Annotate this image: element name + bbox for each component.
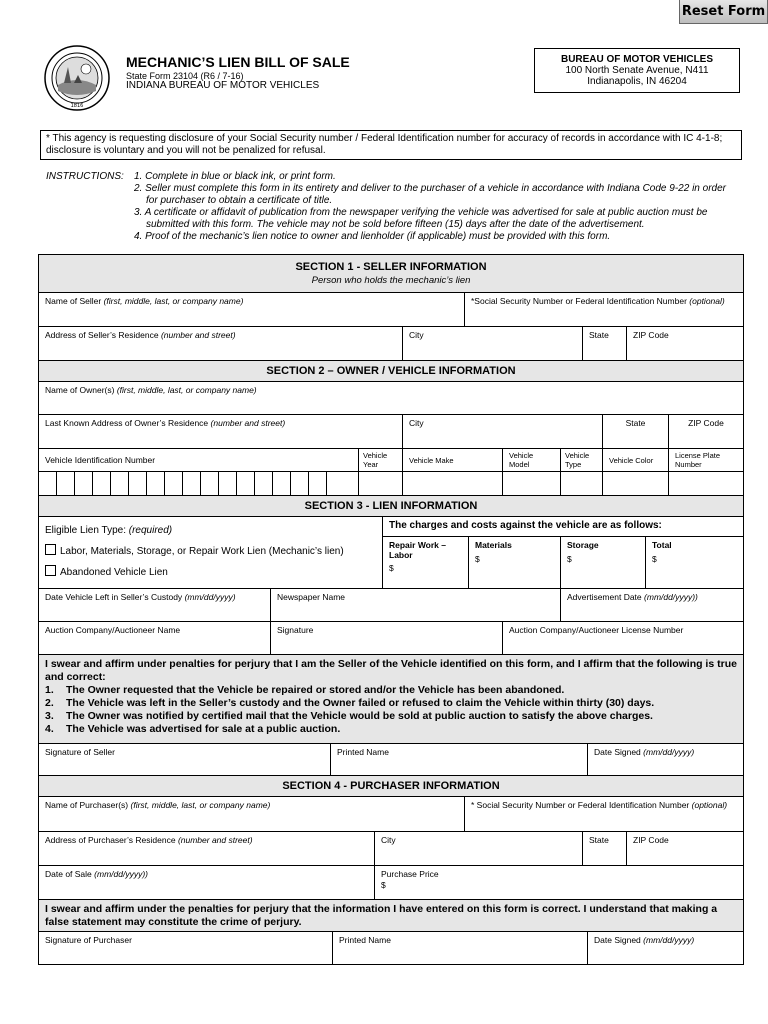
seller-address-hint: (number and street) [160, 330, 236, 340]
auction-license-field[interactable] [503, 622, 743, 654]
agency-name: INDIANA BUREAU OF MOTOR VEHICLES [126, 80, 320, 91]
currency-sign: $ [389, 563, 394, 573]
seller-zip-field[interactable] [627, 327, 743, 360]
vin-char-box[interactable] [273, 472, 291, 495]
bureau-address-line1: 100 North Senate Avenue, N411 [565, 65, 709, 76]
vin-char-box[interactable] [183, 472, 201, 495]
seller-city-field[interactable] [403, 327, 583, 360]
owner-name-field[interactable] [39, 382, 743, 414]
section2-header [39, 361, 743, 382]
vin-char-box[interactable] [219, 472, 237, 495]
affirmation-number: 1. [45, 684, 54, 696]
date-of-sale-field[interactable] [39, 866, 375, 899]
purchaser-address-hint: (number and street) [177, 835, 253, 845]
purchaser-date-signed-label: Date Signed [594, 935, 641, 945]
instruction-item: 4. Proof of the mechanic’s lien notice to owner and lienholder (if applicable) must be provided with this form. [134, 231, 611, 242]
seller-signature-row [39, 744, 743, 776]
seller-city-label: City [409, 330, 424, 340]
custody-row [39, 589, 743, 622]
purchaser-name-field[interactable] [39, 797, 465, 831]
color-label: Vehicle Color [609, 456, 654, 465]
purchaser-city-field[interactable] [375, 832, 583, 865]
bureau-address-box [534, 48, 740, 93]
vin-char-box[interactable] [111, 472, 129, 495]
seller-name-label: Name of Seller [45, 296, 102, 306]
materials-label: Materials [475, 540, 512, 550]
date-of-sale-label: Date of Sale [45, 869, 92, 879]
purchaser-signature-label: Signature of Purchaser [45, 935, 132, 945]
storage-label: Storage [567, 540, 599, 550]
mechanics-lien-checkbox[interactable] [45, 544, 56, 555]
seller-date-signed-field[interactable] [588, 744, 743, 775]
affirmation-item [45, 723, 737, 736]
lien-type-cell [39, 517, 383, 588]
seller-ssn-field[interactable] [465, 293, 743, 326]
mechanics-lien-label: Labor, Materials, Storage, or Repair Work Lien (Mechanic’s lien) [60, 546, 344, 557]
purchaser-signature-row [39, 932, 743, 964]
affirmation-text: The Vehicle was left in the Seller’s custody and the Owner failed or refused to claim the Vehicle within thirty (30) days. [66, 697, 655, 709]
purchaser-ssn-label: * Social Security Number or Federal Identification Number [471, 800, 690, 810]
seller-ssn-hint: (optional) [689, 296, 725, 306]
total-field[interactable] [646, 537, 743, 589]
owner-zip-field[interactable] [669, 415, 743, 448]
vin-char-box[interactable] [129, 472, 147, 495]
purchaser-name-label: Name of Purchaser(s) [45, 800, 129, 810]
total-label: Total [652, 540, 672, 550]
type-label: Vehicle Type [565, 451, 590, 469]
owner-zip-label: ZIP Code [688, 418, 724, 428]
model-label-cell [503, 449, 561, 471]
abandoned-lien-label: Abandoned Vehicle Lien [60, 567, 168, 578]
vin-label: Vehicle Identification Number [45, 455, 156, 465]
vin-char-box[interactable] [75, 472, 93, 495]
vin-char-box[interactable] [255, 472, 273, 495]
section3-title: SECTION 3 - LIEN INFORMATION [304, 500, 478, 512]
owner-name-hint: (first, middle, last, or company name) [116, 385, 257, 395]
lien-type-row [39, 517, 743, 589]
owner-address-hint: (number and street) [210, 418, 286, 428]
date-left-field[interactable] [39, 589, 271, 621]
owner-city-field[interactable] [403, 415, 603, 448]
make-label-cell [403, 449, 503, 471]
instruction-item: 1. Complete in blue or black ink, or print form. [134, 171, 336, 182]
affirmation-number: 4. [45, 723, 54, 735]
owner-name-row [39, 382, 743, 415]
seller-address-field[interactable] [39, 327, 403, 360]
form-number: State Form 23104 (R6 / 7-16) [126, 71, 244, 81]
section1-subtitle: Person who holds the mechanic’s lien [311, 275, 471, 286]
seller-address-label: Address of Seller’s Residence [45, 330, 159, 340]
owner-address-row [39, 415, 743, 449]
purchaser-state-field[interactable] [583, 832, 627, 865]
vin-char-box[interactable] [57, 472, 75, 495]
lien-type-hint: (required) [128, 525, 173, 536]
owner-address-label: Last Known Address of Owner’s Residence [45, 418, 209, 428]
currency-sign: $ [475, 554, 480, 564]
abandoned-lien-option[interactable] [45, 562, 376, 583]
purchaser-address-label: Address of Purchaser’s Residence [45, 835, 176, 845]
owner-state-label: State [625, 418, 646, 428]
license-plate-field[interactable] [669, 472, 743, 495]
color-label-cell [603, 449, 669, 471]
bureau-address-line2: Indianapolis, IN 46204 [587, 76, 687, 87]
purchaser-printed-name-label: Printed Name [339, 935, 391, 945]
purchaser-state-label: State [589, 835, 609, 845]
year-label-cell [359, 449, 403, 471]
purchaser-address-field[interactable] [39, 832, 375, 865]
date-left-label: Date Vehicle Left in Seller’s Custody [45, 592, 183, 602]
charges-header: The charges and costs against the vehicle are as follows: [383, 517, 743, 537]
owner-address-field[interactable] [39, 415, 403, 448]
section4-title: SECTION 4 - PURCHASER INFORMATION [282, 780, 500, 792]
abandoned-lien-checkbox[interactable] [45, 565, 56, 576]
reset-form-button[interactable]: Reset Form [679, 0, 768, 24]
auction-signature-field[interactable] [271, 622, 503, 654]
vehicle-color-field[interactable] [603, 472, 669, 495]
vehicle-labels-row [39, 449, 743, 472]
seller-affirmation-intro: I swear and affirm under penalties for perjury that I am the Seller of the Vehicle identified on this form, and I affirm that the following is true and correct: [45, 658, 737, 683]
disclosure-notice: * This agency is requesting disclosure of your Social Security number / Federal Identification number for accuracy of records in accordance with IC 4-1-8; disclosure is voluntary and you will not be penalized for refusal. [40, 130, 742, 160]
make-label: Vehicle Make [409, 456, 454, 465]
vehicle-model-field[interactable] [503, 472, 561, 495]
seller-state-field[interactable] [583, 327, 627, 360]
seller-address-row [39, 327, 743, 361]
sale-row [39, 866, 743, 900]
vehicle-make-field[interactable] [403, 472, 503, 495]
auction-name-field[interactable] [39, 622, 271, 654]
auction-signature-label: Signature [277, 625, 314, 635]
date-left-hint: (mm/dd/yyyy) [184, 592, 236, 602]
newspaper-field[interactable] [271, 589, 561, 621]
purchaser-name-row [39, 797, 743, 832]
purchaser-address-row [39, 832, 743, 866]
newspaper-label: Newspaper Name [277, 592, 346, 602]
instruction-item: 3. A certificate or affidavit of publication from the newspaper verifying the vehicle was advertised for sale at public auction must be submitted with this form. The vehicle may not be sold before fifteen (15) days after the date of the advertisement. [134, 207, 708, 230]
affirmation-text: The Owner requested that the Vehicle be repaired or stored and/or the Vehicle has been abandoned. [66, 684, 565, 696]
currency-sign: $ [652, 554, 657, 564]
seller-ssn-label: *Social Security Number or Federal Identification Number [471, 296, 687, 306]
affirmation-item [45, 710, 737, 723]
model-label: Vehicle Model [509, 451, 534, 469]
auction-row [39, 622, 743, 655]
plate-label-cell [669, 449, 743, 471]
affirmation-item [45, 684, 737, 697]
date-of-sale-hint: (mm/dd/yyyy)) [94, 869, 148, 879]
seller-date-signed-hint: (mm/dd/yyyy) [643, 747, 695, 757]
auction-name-label: Auction Company/Auctioneer Name [45, 625, 181, 635]
purchaser-name-hint: (first, middle, last, or company name) [130, 800, 271, 810]
section1-header [39, 255, 743, 293]
vin-char-box[interactable] [201, 472, 219, 495]
section2-title: SECTION 2 – OWNER / VEHICLE INFORMATION [266, 365, 516, 377]
purchaser-signature-field[interactable] [39, 932, 333, 964]
mechanics-lien-option[interactable] [45, 541, 376, 562]
purchaser-date-signed-field[interactable] [588, 932, 743, 964]
seller-signature-field[interactable] [39, 744, 331, 775]
seller-state-label: State [589, 330, 609, 340]
owner-name-label: Name of Owner(s) [45, 385, 115, 395]
seller-date-signed-label: Date Signed [594, 747, 641, 757]
seller-name-row [39, 293, 743, 327]
seller-name-field[interactable] [39, 293, 465, 326]
vehicle-type-field[interactable] [561, 472, 603, 495]
lien-type-label: Eligible Lien Type: [45, 525, 126, 536]
purchaser-printed-name-field[interactable] [333, 932, 588, 964]
seller-zip-label: ZIP Code [633, 330, 669, 340]
seller-printed-name-label: Printed Name [337, 747, 389, 757]
main-form [38, 254, 744, 965]
bureau-name: BUREAU OF MOTOR VEHICLES [560, 54, 714, 65]
state-seal-logo [44, 45, 110, 111]
ad-date-label: Advertisement Date [567, 592, 642, 602]
section1-title: SECTION 1 - SELLER INFORMATION [295, 261, 487, 273]
vin-char-box[interactable] [93, 472, 111, 495]
purchase-price-field[interactable] [375, 866, 743, 899]
section4-header [39, 776, 743, 797]
vin-char-box[interactable] [291, 472, 309, 495]
owner-city-label: City [409, 418, 424, 428]
vehicle-values-row [39, 472, 743, 496]
plate-label: License Plate Number [675, 451, 721, 469]
currency-sign: $ [567, 554, 572, 564]
owner-state-field[interactable] [603, 415, 669, 448]
affirmation-text: The Owner was notified by certified mail that the Vehicle would be sold at public auction to satisfy the above charges. [66, 710, 653, 722]
purchaser-ssn-field[interactable] [465, 797, 743, 831]
instructions-label: INSTRUCTIONS: [46, 171, 124, 182]
vin-char-box[interactable] [147, 472, 165, 495]
purchaser-affirmation: I swear and affirm under the penalties for perjury that the information I have entered on this form is correct. I understand that making a false statement may constitute the crime of perjury. [39, 900, 743, 932]
affirmation-item [45, 697, 737, 710]
repair-labor-label: Repair Work – Labor [389, 540, 447, 560]
purchaser-zip-label: ZIP Code [633, 835, 669, 845]
purchaser-date-signed-hint: (mm/dd/yyyy) [643, 935, 695, 945]
purchaser-zip-field[interactable] [627, 832, 743, 865]
form-title: MECHANIC’S LIEN BILL OF SALE [126, 54, 350, 70]
seller-printed-name-field[interactable] [331, 744, 588, 775]
vin-char-box[interactable] [237, 472, 255, 495]
section3-header [39, 496, 743, 517]
vin-char-box[interactable] [39, 472, 57, 495]
vin-char-box[interactable] [309, 472, 327, 495]
type-label-cell [561, 449, 603, 471]
seal-year: 1816 [70, 103, 84, 109]
vin-char-box[interactable] [165, 472, 183, 495]
seller-affirmation [39, 655, 743, 744]
affirmation-text: The Vehicle was advertised for sale at a public auction. [66, 723, 341, 735]
materials-field[interactable] [469, 537, 561, 589]
affirmation-number: 3. [45, 710, 54, 722]
instruction-item: 2. Seller must complete this form in its entirety and deliver to the purchaser of a vehicle in accordance with Indiana Code 9-22 in order for purchaser to obtain a certificate of title. [134, 183, 726, 206]
seller-signature-label: Signature of Seller [45, 747, 115, 757]
storage-field[interactable] [561, 537, 646, 589]
ad-date-field[interactable] [561, 589, 743, 621]
auction-license-label: Auction Company/Auctioneer License Number [509, 625, 684, 635]
vin-char-box[interactable] [327, 472, 359, 495]
vin-label-cell [39, 449, 359, 471]
ad-date-hint: (mm/dd/yyyy)) [644, 592, 698, 602]
vehicle-year-field[interactable] [359, 472, 403, 495]
purchaser-city-label: City [381, 835, 396, 845]
purchaser-ssn-hint: (optional) [691, 800, 728, 810]
currency-sign: $ [381, 880, 386, 890]
year-label: Vehicle Year [363, 451, 388, 469]
seller-name-hint: (first, middle, last, or company name) [103, 296, 244, 306]
purchase-price-label: Purchase Price [381, 869, 439, 879]
repair-labor-field[interactable] [383, 537, 469, 589]
affirmation-number: 2. [45, 697, 54, 709]
